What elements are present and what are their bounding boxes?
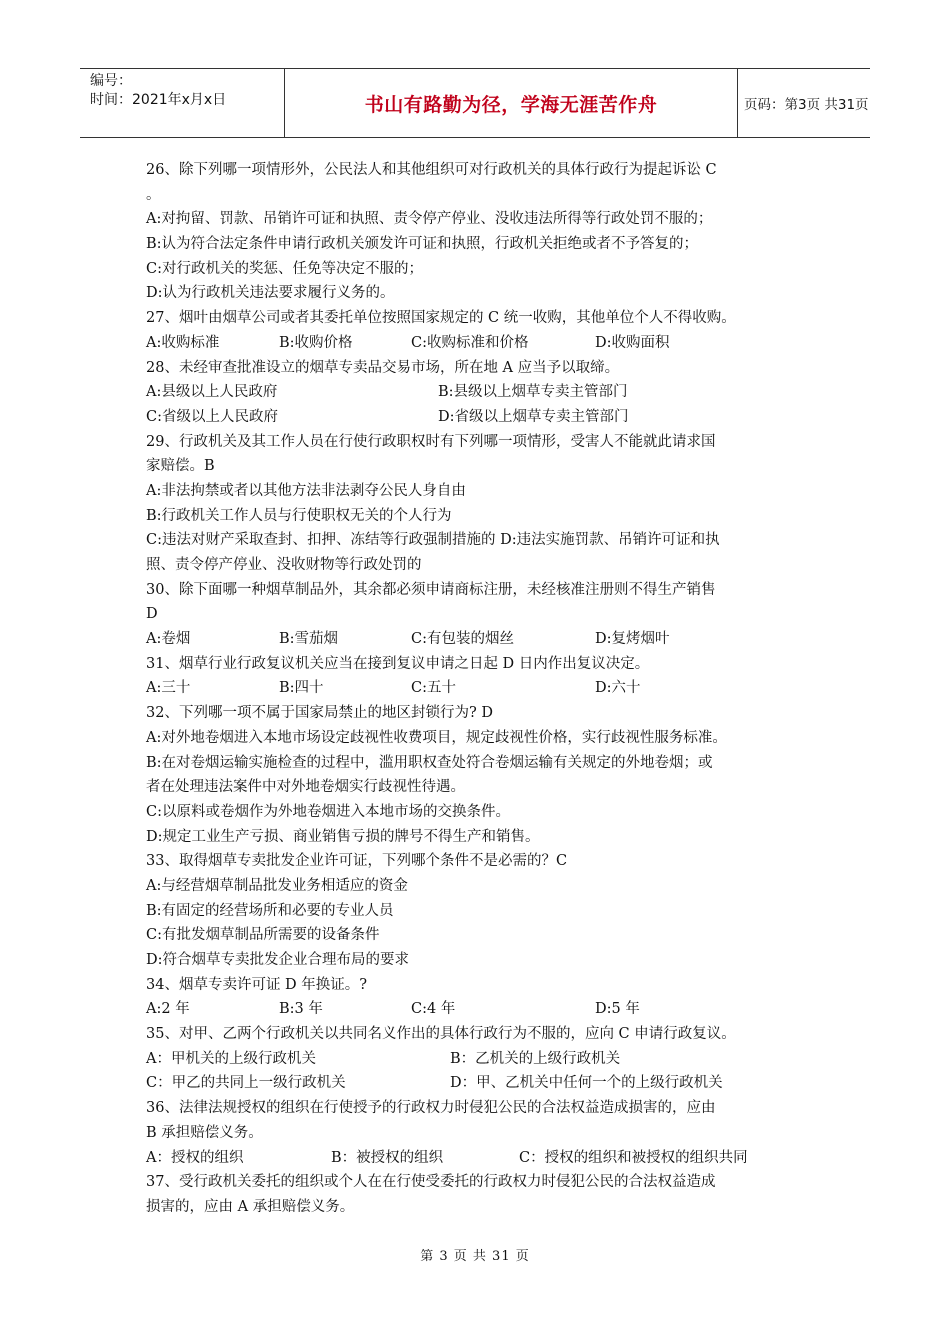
document-time-label: 时间：2021年x月x日 [90,92,227,108]
text-line: 31、烟草行业行政复议机关应当在接到复议申请之日起 D 日内作出复议决定。 [146,655,650,672]
option-text: D:5 年 [595,1001,640,1018]
options-row [146,627,818,652]
option-text: D:省级以上烟草专卖主管部门 [438,408,629,425]
text-line: 损害的，应由 A 承担赔偿义务。 [146,1198,355,1215]
page-footer: 第 3 页 共 31 页 [420,1249,530,1264]
options-row [146,1146,818,1171]
text-line: C:以原料或卷烟作为外地卷烟进入本地市场的交换条件。 [146,803,510,820]
option-text: C:收购标准和价格 [411,334,529,351]
text-line: 34、烟草专卖许可证 D 年换证。? [146,976,368,993]
page-header [80,68,870,138]
option-text: C:省级以上人民政府 [146,408,278,425]
text-line: C:违法对财产采取查封、扣押、冻结等行政强制措施的 D:违法实施罚款、吊销许可证和执 [146,532,720,549]
text-line: 者在处理违法案件中对外地卷烟实行歧视性待遇。 [146,779,465,796]
option-text: A:收购标准 [146,334,220,351]
option-text: C：甲乙的共同上一级行政机关 [146,1075,346,1092]
options-row [146,676,818,701]
text-line: A:非法拘禁或者以其他方法非法剥夺公民人身自由 [146,482,466,499]
options-row [146,997,818,1022]
text-line: B:在对卷烟运输实施检查的过程中，滥用职权查处符合卷烟运输有关规定的外地卷烟；或 [146,754,713,771]
text-line: 29、行政机关及其工作人员在行使行政职权时有下列哪一项情形，受害人不能就此请求国 [146,433,716,450]
text-line: 27、烟叶由烟草公司或者其委托单位按照国家规定的 C 统一收购，其他单位个人不得收购。 [146,310,736,327]
document-number-label: 编号： [90,73,132,89]
option-text: B:四十 [279,680,324,697]
text-line: D:符合烟草专卖批发企业合理布局的要求 [146,952,410,968]
option-text: C：授权的组织和被授权的组织共同 [519,1149,748,1166]
page-info: 页码：第3页 共31页 [744,97,869,113]
option-text: A：甲机关的上级行政机关 [146,1050,316,1067]
header-page-cell [738,69,870,137]
text-line: B:行政机关工作人员与行使职权无关的个人行为 [146,507,452,524]
option-text: B：乙机关的上级行政机关 [450,1050,621,1067]
option-text: A:2 年 [146,1001,190,1018]
option-text: B：被授权的组织 [331,1149,444,1166]
option-text: C:五十 [411,680,456,697]
option-text: A:三十 [146,680,191,697]
text-line: 家赔偿。B [146,458,215,475]
text-line: 35、对甲、乙两个行政机关以共同名义作出的具体行政行为不服的，应向 C 申请行政复议。 [146,1026,736,1043]
option-text: C:4 年 [411,1001,456,1018]
option-text: C:有包装的烟丝 [411,631,514,648]
text-line: 照、责令停产停业、没收财物等行政处罚的 [146,557,422,573]
options-row [146,331,818,356]
options-row [146,405,818,430]
text-line: 33、取得烟草专卖批发企业许可证，下列哪个条件不是必需的？C [146,853,568,870]
text-line: D:认为行政机关违法要求履行义务的。 [146,285,395,302]
text-line: C:对行政机关的奖惩、任免等决定不服的； [146,260,423,277]
option-text: D:六十 [595,680,641,697]
header-motto-cell [285,69,738,137]
text-line: B:有固定的经营场所和必要的专业人员 [146,902,394,919]
option-text: B:雪茄烟 [279,631,339,648]
text-line: D [146,606,158,623]
option-text: B:3 年 [279,1001,323,1018]
option-text: B:收购价格 [279,334,353,351]
text-line: 28、未经审查批准设立的烟草专卖品交易市场，所在地 A 应当予以取缔。 [146,359,620,376]
option-text: B:县级以上烟草专卖主管部门 [438,384,628,401]
option-text: A:卷烟 [146,631,191,648]
options-row [146,1047,818,1072]
text-line: 37、受行政机关委托的组织或个人在在行使受委托的行政权力时侵犯公民的合法权益造成 [146,1174,716,1191]
text-line: 32、下列哪一项不属于国家局禁止的地区封锁行为? D [146,705,493,722]
text-line: 。 [146,186,161,203]
option-text: A：授权的组织 [146,1149,244,1166]
header-meta-cell [80,69,285,137]
option-text: D:收购面积 [595,334,670,351]
text-line: A:对拘留、罚款、吊销许可证和执照、责令停产停业、没收违法所得等行政处罚不服的； [146,211,713,228]
options-row [146,380,818,405]
text-line: D:规定工业生产亏损、商业销售亏损的牌号不得生产和销售。 [146,828,540,845]
text-line: 26、除下列哪一项情形外，公民法人和其他组织可对行政机关的具体行政行为提起诉讼 C [146,162,717,178]
motto-text: 书山有路勤为径，学海无涯苦作舟 [364,93,658,116]
text-line: A:与经营烟草制品批发业务相适应的资金 [146,877,408,894]
option-text: A:县级以上人民政府 [146,384,278,401]
text-line: C:有批发烟草制品所需要的设备条件 [146,927,380,944]
options-row [146,1071,818,1096]
text-line: 36、法律法规授权的组织在行使授予的行政权力时侵犯公民的合法权益造成损害的，应由 [146,1100,716,1117]
option-text: D：甲、乙机关中任何一个的上级行政机关 [450,1075,723,1092]
text-line: B:认为符合法定条件申请行政机关颁发许可证和执照，行政机关拒绝或者不予答复的； [146,236,699,253]
text-line: 30、除下面哪一种烟草制品外，其余都必须申请商标注册，未经核准注册则不得生产销售 [146,581,716,598]
text-line: A:对外地卷烟进入本地市场设定歧视性收费项目，规定歧视性价格，实行歧视性服务标准。 [146,729,727,746]
option-text: D:复烤烟叶 [595,631,670,648]
question-content [146,158,818,1220]
text-line: B 承担赔偿义务。 [146,1124,263,1141]
